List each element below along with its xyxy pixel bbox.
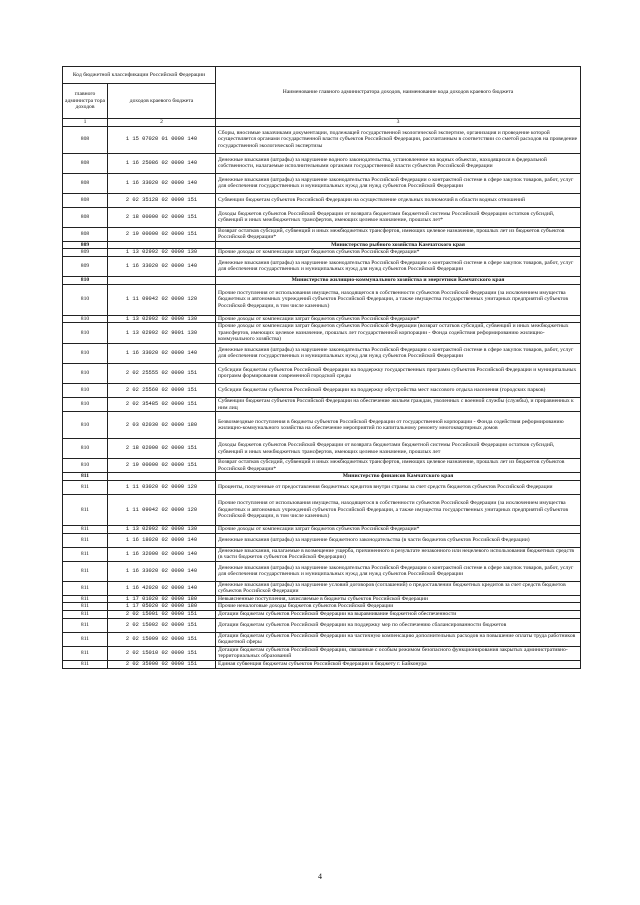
- header-num-3: 3: [216, 119, 581, 127]
- table-row: [63, 581, 581, 595]
- revenue-name-cell: Безвозмездные поступления в бюджеты субъектов Российской Федерации от государственной корпорации - Фонда содействия реформированию жилищно-коммунального хозяйства на обеспечение мероприятий по капитальному ремонту многоквартирных домов: [216, 412, 581, 439]
- revenue-code-cell: 1 11 09042 02 0000 120: [108, 494, 216, 525]
- revenue-name-cell: Денежные взыскания (штрафы) за нарушение законодательства Российской Федерации о контрактной системе в сфере закупок товаров, работ, услуг для обеспечения государственных и муниципальных нужд для нужд субъектов Российской Федерации: [216, 173, 581, 193]
- table-row: [63, 126, 581, 153]
- revenue-name-cell: Денежные взыскания, налагаемые в возмещение ущерба, причиненного в результате незаконного или нецелевого использования бюджетных средств (в части бюджетов субъектов Российской Федерации): [216, 547, 581, 561]
- admin-code-cell: 811: [63, 547, 108, 561]
- admin-code-cell: 810: [63, 363, 108, 383]
- header-col-name: Наименование главного администратора доходов, наименование кода доходов краевого бюджета: [216, 67, 581, 119]
- revenue-name-cell: Министерство рыбного хозяйства Камчатского края: [216, 241, 581, 249]
- revenue-code-cell: 2 02 35485 02 0000 151: [108, 397, 216, 411]
- table-row: [63, 480, 581, 494]
- admin-code-cell: 811: [63, 632, 108, 646]
- table-row: [63, 646, 581, 660]
- table-body: [63, 67, 581, 669]
- table-row: [63, 603, 581, 611]
- revenue-name-cell: Дотации бюджетам субъектов Российской Федерации, связанные с особым режимом безопасного функционирования закрытых административно-территориальных образований: [216, 646, 581, 660]
- table-row: [63, 439, 581, 459]
- revenue-name-cell: Субвенции бюджетам субъектов Российской Федерации на обеспечение жильем граждан, уволенных с военной службы (службы), и приравненных к ним лиц: [216, 397, 581, 411]
- revenue-name-cell: Прочие поступления от использования имущества, находящегося в собственности субъектов Российской Федерации (за исключением имущества бюджетных и автономных учреждений субъектов Российской Федерации, а также имущества государственных унитарных предприятий субъектов Российской Федерации, в том числе казенных): [216, 494, 581, 525]
- revenue-code-cell: 2 02 25555 02 0000 151: [108, 363, 216, 383]
- revenue-name-cell: Прочие поступления от использования имущества, находящегося в собственности субъектов Российской Федерации (за исключением имущества бюджетных и автономных учреждений субъектов Российской Федерации, а также имущества государственных унитарных предприятий субъектов Российской Федерации, в том числе казенных): [216, 284, 581, 315]
- admin-code-cell: 811: [63, 533, 108, 547]
- revenue-code-cell: 1 11 03020 02 0000 120: [108, 480, 216, 494]
- revenue-name-cell: Денежные взыскания (штрафы) за нарушение условий договоров (соглашений) о предоставлении бюджетных кредитов за счет средств бюджетов субъектов Российской Федерации: [216, 581, 581, 595]
- header-group-title: Код бюджетной классификации Российской Федерации: [63, 67, 216, 84]
- admin-code-cell: 808: [63, 207, 108, 227]
- admin-code-cell: 808: [63, 193, 108, 207]
- admin-code-cell: 809: [63, 256, 108, 276]
- revenue-code-cell: 2 19 00000 02 0000 151: [108, 459, 216, 473]
- revenue-name-cell: Невыясненные поступления, зачисляемые в бюджеты субъектов Российской Федерации: [216, 595, 581, 603]
- revenue-name-cell: Единая субвенция бюджетам субъектов Российской Федерации и бюджету г. Байконура: [216, 661, 581, 669]
- revenue-code-cell: 1 17 01020 02 0000 180: [108, 595, 216, 603]
- page-number: 4: [318, 872, 322, 881]
- table-row: [63, 595, 581, 603]
- revenue-name-cell: Проценты, полученные от предоставления бюджетных кредитов внутри страны за счет средств бюджетов субъектов Российской Федерации: [216, 480, 581, 494]
- revenue-name-cell: Возврат остатков субсидий, субвенций и иных межбюджетных трансфертов, имеющих целевое назначение, прошлых лет из бюджетов субъектов Российской Федерации*: [216, 227, 581, 241]
- table-row: [63, 227, 581, 241]
- revenue-code-cell: [108, 241, 216, 249]
- table-row: [63, 315, 581, 323]
- admin-code-cell: 810: [63, 276, 108, 284]
- revenue-code-cell: 1 11 09042 02 0000 120: [108, 284, 216, 315]
- revenue-code-cell: 1 17 05020 02 0000 180: [108, 603, 216, 611]
- revenue-code-cell: [108, 276, 216, 284]
- header-col-admin: главного администра тора доходов: [63, 84, 108, 119]
- admin-code-cell: 810: [63, 323, 108, 344]
- admin-code-cell: 811: [63, 611, 108, 619]
- revenue-name-cell: Денежные взыскания (штрафы) за нарушение законодательства Российской Федерации о контрактной системе в сфере закупок товаров, работ, услуг для обеспечения государственных и муниципальных нужд для нужд субъектов Российской Федерации: [216, 343, 581, 363]
- admin-code-cell: 811: [63, 661, 108, 669]
- admin-code-cell: 811: [63, 581, 108, 595]
- revenue-code-cell: 1 16 33020 02 0000 140: [108, 256, 216, 276]
- table-row: [63, 547, 581, 561]
- admin-code-cell: 810: [63, 412, 108, 439]
- admin-code-cell: 810: [63, 383, 108, 397]
- table-row: [63, 525, 581, 533]
- revenue-name-cell: Субвенции бюджетам субъектов Российской Федерации на осуществление отдельных полномочий в области водных отношений: [216, 193, 581, 207]
- table-row: [63, 249, 581, 257]
- admin-code-cell: 811: [63, 603, 108, 611]
- admin-code-cell: 808: [63, 227, 108, 241]
- revenue-code-cell: 2 18 02000 02 0000 151: [108, 439, 216, 459]
- table-row: [63, 494, 581, 525]
- revenue-code-cell: 2 02 15009 02 0000 151: [108, 632, 216, 646]
- revenue-name-cell: Денежные взыскания (штрафы) за нарушение законодательства Российской Федерации о контрактной системе в сфере закупок товаров, работ, услуг для обеспечения государственных и муниципальных нужд для нужд субъектов Российской Федерации: [216, 561, 581, 581]
- table-row: [63, 459, 581, 473]
- table-row: [63, 343, 581, 363]
- header-num-2: 2: [108, 119, 216, 127]
- revenue-code-cell: 1 16 32000 02 0000 140: [108, 547, 216, 561]
- admin-code-cell: 810: [63, 397, 108, 411]
- revenue-code-cell: 2 02 35128 02 0000 151: [108, 193, 216, 207]
- revenue-code-cell: 1 13 02992 02 9001 130: [108, 323, 216, 344]
- revenue-name-cell: Дотации бюджетам субъектов Российской Федерации на поддержку мер по обеспечению сбалансированности бюджетов: [216, 618, 581, 632]
- admin-code-cell: 811: [63, 561, 108, 581]
- revenue-name-cell: Возврат остатков субсидий, субвенций и иных межбюджетных трансфертов, имеющих целевое назначение, прошлых лет из бюджетов субъектов Российской Федерации*: [216, 459, 581, 473]
- admin-code-cell: 808: [63, 126, 108, 153]
- revenue-code-cell: 1 16 42020 02 0000 140: [108, 581, 216, 595]
- admin-code-cell: 810: [63, 284, 108, 315]
- revenue-name-cell: Денежные взыскания (штрафы) за нарушение водного законодательства, установленное на водных объектах, находящихся в федеральной собственности, налагаемые исполнительными органами государственной власти субъектов Российской Федерации: [216, 153, 581, 173]
- admin-code-cell: 811: [63, 595, 108, 603]
- revenue-code-cell: 2 19 00000 02 0000 151: [108, 227, 216, 241]
- revenue-code-cell: 2 02 35900 02 0000 151: [108, 661, 216, 669]
- table-row: [63, 397, 581, 411]
- revenue-code-cell: 2 02 25560 02 0000 151: [108, 383, 216, 397]
- table-row: [63, 561, 581, 581]
- table-row: [63, 632, 581, 646]
- admin-code-cell: 811: [63, 618, 108, 632]
- revenue-code-cell: 2 02 15002 02 0000 151: [108, 618, 216, 632]
- table-row: [63, 661, 581, 669]
- revenue-name-cell: Министерство финансов Камчатского края: [216, 473, 581, 481]
- table-row: [63, 207, 581, 227]
- admin-code-cell: 808: [63, 173, 108, 193]
- header-group-row: [63, 67, 581, 84]
- revenue-code-cell: 2 02 15001 02 0000 151: [108, 611, 216, 619]
- revenue-code-cell: 1 16 25086 02 0000 140: [108, 153, 216, 173]
- revenue-name-cell: Дотации бюджетам субъектов Российской Федерации на частичную компенсацию дополнительных расходов на повышение оплаты труда работников бюджетной сферы: [216, 632, 581, 646]
- admin-code-cell: 811: [63, 494, 108, 525]
- revenue-code-cell: [108, 473, 216, 481]
- table-row: [63, 284, 581, 315]
- table-row: [63, 323, 581, 344]
- table-row: [63, 363, 581, 383]
- revenue-code-cell: 2 03 02030 02 0000 180: [108, 412, 216, 439]
- admin-code-cell: 810: [63, 459, 108, 473]
- table-row: [63, 383, 581, 397]
- revenue-name-cell: Прочие неналоговые доходы бюджетов субъектов Российской Федерации: [216, 603, 581, 611]
- revenue-name-cell: Денежные взыскания (штрафы) за нарушение бюджетного законодательства (в части бюджетов субъектов Российской Федерации): [216, 533, 581, 547]
- table-row: [63, 533, 581, 547]
- revenue-code-cell: 2 02 15010 02 0000 151: [108, 646, 216, 660]
- revenue-name-cell: Прочие доходы от компенсации затрат бюджетов субъектов Российской Федерации*: [216, 249, 581, 257]
- revenue-name-cell: Субсидии бюджетам субъектов Российской Федерации на поддержку государственных программ субъектов Российской Федерации и муниципальных программ формирования современной городской среды: [216, 363, 581, 383]
- table-row: [63, 153, 581, 173]
- section-row: [63, 276, 581, 284]
- admin-code-cell: 811: [63, 525, 108, 533]
- revenue-name-cell: Министерство жилищно-коммунального хозяйства и энергетики Камчатского края: [216, 276, 581, 284]
- revenue-name-cell: Прочие доходы от компенсации затрат бюджетов субъектов Российской Федерации*: [216, 315, 581, 323]
- revenue-code-cell: 1 16 33020 02 0000 140: [108, 343, 216, 363]
- revenue-name-cell: Доходы бюджетов субъектов Российской Федерации от возврата бюджетами бюджетной системы Российской Федерации остатков субсидий, субвенций и иных межбюджетных трансфертов, имеющих целевое назначение, прошлых лет: [216, 439, 581, 459]
- revenue-name-cell: Субсидии бюджетам субъектов Российской Федерации на поддержку обустройства мест массового отдыха населения (городских парков): [216, 383, 581, 397]
- revenue-name-cell: Сборы, вносимые заказчиками документации, подлежащей государственной экологической экспертизе, организация и проведение которой осуществляется органами государственной власти субъектов Российской Федерации, рассчитанным в соответствии со сметой расходов на проведение государственной экологической экспертизы: [216, 126, 581, 153]
- budget-classification-table: [62, 66, 581, 669]
- table-row: [63, 611, 581, 619]
- header-number-row: [63, 119, 581, 127]
- header-num-1: 1: [63, 119, 108, 127]
- admin-code-cell: 809: [63, 249, 108, 257]
- section-row: [63, 241, 581, 249]
- revenue-code-cell: 1 15 07020 01 0000 140: [108, 126, 216, 153]
- header-col-code: доходов краевого бюджета: [108, 84, 216, 119]
- admin-code-cell: 808: [63, 153, 108, 173]
- table-row: [63, 256, 581, 276]
- revenue-name-cell: Дотации бюджетам субъектов Российской Федерации на выравнивание бюджетной обеспеченности: [216, 611, 581, 619]
- revenue-name-cell: Доходы бюджетов субъектов Российской Федерации от возврата бюджетами бюджетной системы Российской Федерации остатков субсидий, субвенций и иных межбюджетных трансфертов, имеющих целевое назначение, прошлых лет*: [216, 207, 581, 227]
- revenue-code-cell: 1 13 02992 02 0000 130: [108, 315, 216, 323]
- revenue-code-cell: 1 13 02992 02 0000 130: [108, 525, 216, 533]
- section-row: [63, 473, 581, 481]
- revenue-code-cell: 1 13 02992 02 0000 130: [108, 249, 216, 257]
- revenue-name-cell: Денежные взыскания (штрафы) за нарушение законодательства Российской Федерации о контрактной системе в сфере закупок товаров, работ, услуг для обеспечения государственных и муниципальных нужд для нужд субъектов Российской Федерации: [216, 256, 581, 276]
- admin-code-cell: 811: [63, 473, 108, 481]
- table-row: [63, 618, 581, 632]
- table-row: [63, 173, 581, 193]
- revenue-code-cell: 1 16 33020 02 0000 140: [108, 561, 216, 581]
- admin-code-cell: 810: [63, 343, 108, 363]
- admin-code-cell: 811: [63, 646, 108, 660]
- revenue-code-cell: 1 16 33020 02 0000 140: [108, 173, 216, 193]
- table-row: [63, 193, 581, 207]
- admin-code-cell: 810: [63, 439, 108, 459]
- admin-code-cell: 809: [63, 241, 108, 249]
- table-row: [63, 412, 581, 439]
- revenue-name-cell: Прочие доходы от компенсации затрат бюджетов субъектов Российской Федерации (возврат остатков субсидий, субвенций и иных межбюджетных трансфертов, имеющих целевое назначение, прошлых лет государственной корпорации - Фонда содействия реформированию жилищно-коммунального хозяйства): [216, 323, 581, 344]
- revenue-name-cell: Прочие доходы от компенсации затрат бюджетов субъектов Российской Федерации*: [216, 525, 581, 533]
- admin-code-cell: 810: [63, 315, 108, 323]
- admin-code-cell: 811: [63, 480, 108, 494]
- revenue-code-cell: 1 16 18020 02 0000 140: [108, 533, 216, 547]
- revenue-code-cell: 2 18 00000 02 0000 151: [108, 207, 216, 227]
